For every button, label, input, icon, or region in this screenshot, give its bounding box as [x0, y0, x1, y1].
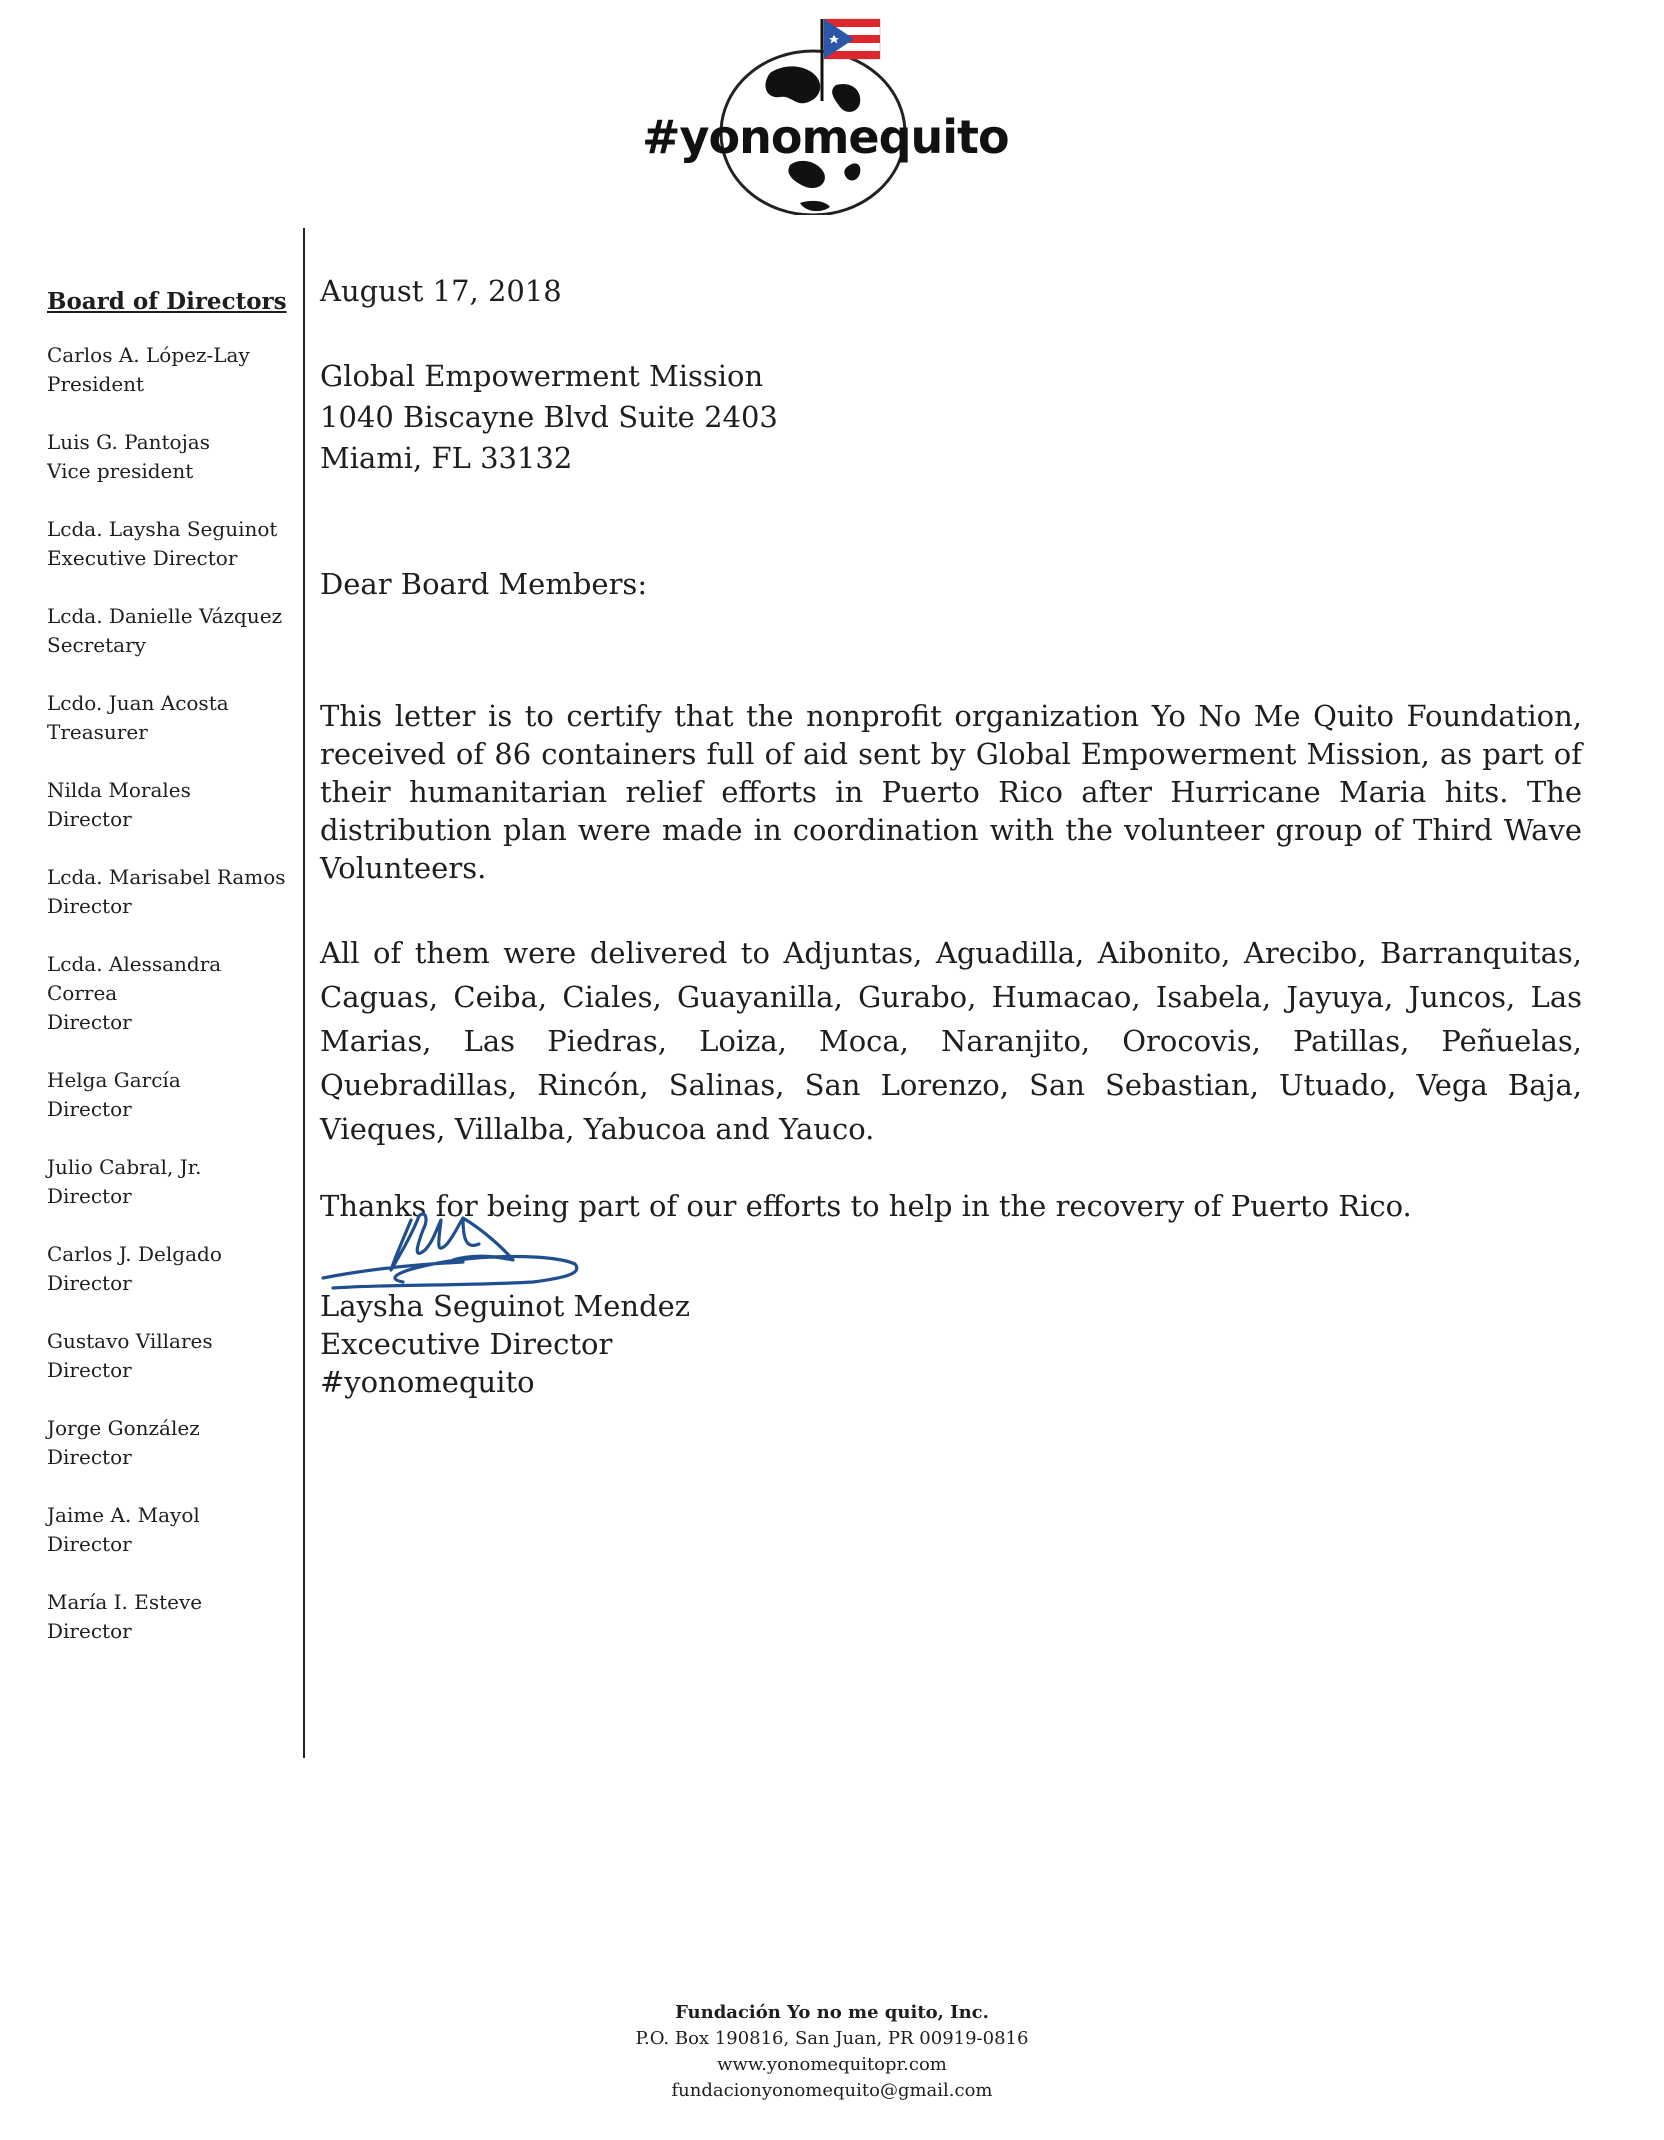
member-name: Carlos J. Delgado [47, 1242, 222, 1266]
signer-tag: #yonomequito [320, 1365, 535, 1399]
address-line: Global Empowerment Mission [320, 359, 764, 393]
member-role: Vice president [47, 459, 194, 483]
member-role: Director [47, 1358, 132, 1382]
member-name: Lcdo. Juan Acosta [47, 691, 229, 715]
footer-email: fundacionyonomequito@gmail.com [671, 2080, 993, 2101]
member-role: Director [47, 1532, 132, 1556]
member-role: Director [47, 1010, 132, 1034]
member-role: Secretary [47, 633, 146, 657]
member-role: Director [47, 807, 132, 831]
member-role: Director [47, 1271, 132, 1295]
sidebar-divider [303, 228, 305, 1758]
board-member [47, 1414, 297, 1472]
board-member [47, 515, 297, 573]
member-name: Lcda. Marisabel Ramos [47, 865, 286, 889]
board-heading: Board of Directors [47, 288, 287, 315]
paragraph-municipalities: All of them were delivered to Adjuntas, Aguadilla, Aibonito, Arecibo, Barranquitas, Caguas, Ceiba, Ciales, Guayanilla, Gurabo, Humacao, Isabela, Jayuya, Juncos, Las Marias, Las Piedras, Loiza, Moca, Naranjito, Orocovis, Patillas, Peñuelas, Quebradillas, Rincón, Salinas, San Lorenzo, San Sebastian, Utuado, Vega Baja, Vieques, Villalba, Yabucoa and Yauco. [320, 936, 1582, 1146]
organization-logo [600, 15, 1020, 215]
handwritten-signature [313, 1190, 593, 1300]
board-member [47, 1066, 297, 1124]
paragraph-thanks: Thanks for being part of our efforts to help in the recovery of Puerto Rico. [320, 1189, 1412, 1223]
board-member [47, 863, 297, 921]
signer-title: Excecutive Director [320, 1327, 613, 1361]
board-member [47, 1240, 297, 1298]
board-member [47, 689, 297, 747]
member-role: President [47, 372, 145, 396]
member-role: Director [47, 1097, 132, 1121]
member-name: Jorge González [47, 1416, 200, 1440]
member-name: Lcda. Danielle Vázquez [47, 604, 283, 628]
member-name-continued: Correa [47, 981, 118, 1005]
member-name: Nilda Morales [47, 778, 191, 802]
member-name: Carlos A. López-Lay [47, 343, 250, 367]
letter-date: August 17, 2018 [320, 274, 562, 308]
letter-body [320, 272, 1582, 1225]
board-member [47, 602, 297, 660]
member-name: María I. Esteve [47, 1590, 203, 1614]
signer-name: Laysha Seguinot Mendez [320, 1289, 691, 1323]
signer-block [320, 1287, 690, 1401]
member-role: Executive Director [47, 546, 238, 570]
board-member [47, 341, 297, 399]
member-name: Lcda. Alessandra [47, 952, 222, 976]
member-name: Julio Cabral, Jr. [47, 1155, 202, 1179]
member-name: Jaime A. Mayol [47, 1503, 200, 1527]
logo-text: #yonomequito [642, 110, 1009, 164]
board-member [47, 428, 297, 486]
member-role: Director [47, 1619, 132, 1643]
address-line: Miami, FL 33132 [320, 441, 573, 475]
footer-address: P.O. Box 190816, San Juan, PR 00919-0816 [635, 2028, 1029, 2049]
member-role: Treasurer [47, 720, 148, 744]
footer-website: www.yonomequitopr.com [717, 2054, 947, 2075]
salutation: Dear Board Members: [320, 567, 648, 601]
letterhead-footer [0, 2000, 1664, 2104]
board-member [47, 1501, 297, 1559]
address-line: 1040 Biscayne Blvd Suite 2403 [320, 400, 778, 434]
board-member [47, 776, 297, 834]
member-role: Director [47, 1445, 132, 1469]
member-name: Helga García [47, 1068, 181, 1092]
member-name: Gustavo Villares [47, 1329, 213, 1353]
member-role: Director [47, 1184, 132, 1208]
board-member [47, 1588, 297, 1646]
board-member [47, 1153, 297, 1211]
footer-org: Fundación Yo no me quito, Inc. [675, 2002, 989, 2023]
member-name: Lcda. Laysha Seguinot [47, 517, 278, 541]
board-of-directors-sidebar [47, 288, 297, 1675]
recipient-address [320, 356, 1582, 479]
board-member [47, 1327, 297, 1385]
paragraph-certification: This letter is to certify that the nonprofit organization Yo No Me Quito Foundation, received of 86 containers full of aid sent by Global Empowerment Mission, as part of their humanitarian relief efforts in Puerto Rico after Hurricane Maria hits. The distribution plan were made in coordination with the volunteer group of Third Wave Volunteers. [320, 699, 1582, 885]
member-role: Director [47, 894, 132, 918]
board-member [47, 950, 297, 1037]
member-name: Luis G. Pantojas [47, 430, 210, 454]
